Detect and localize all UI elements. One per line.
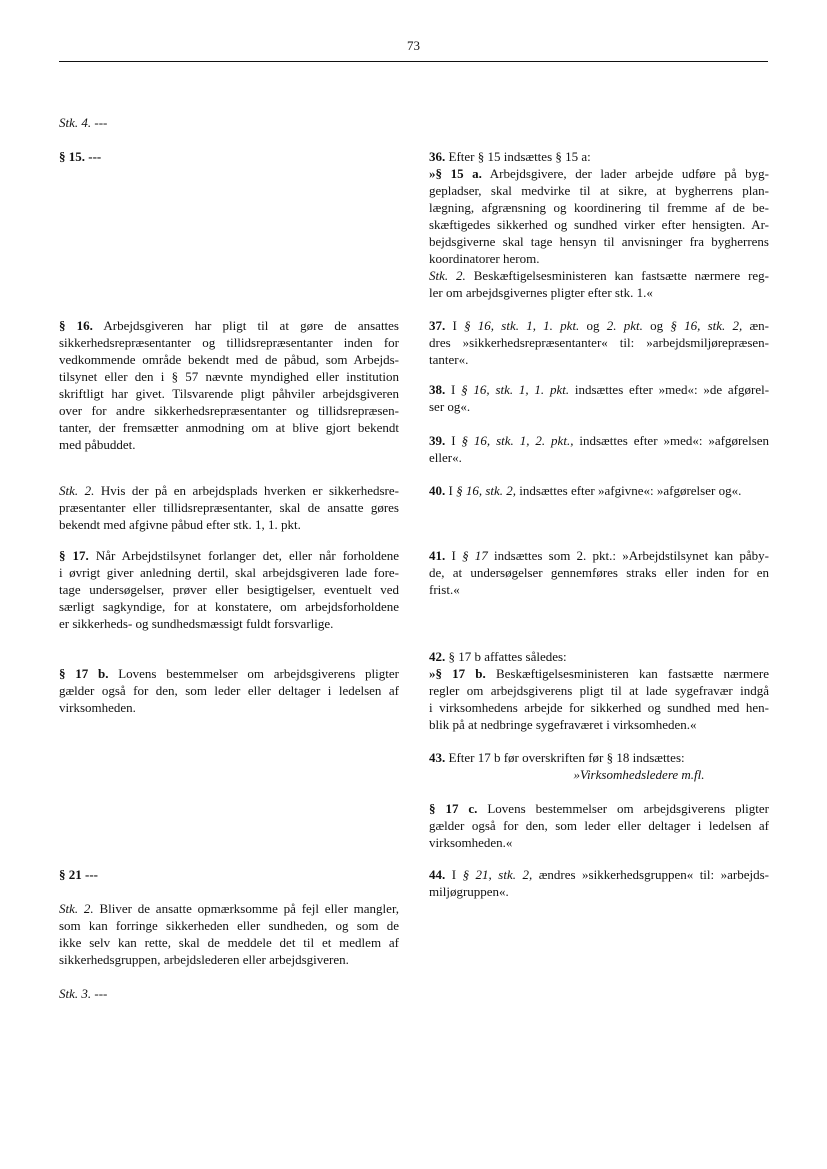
- amendment-41: 41. I § 17 indsættes som 2. pkt.: »Arbejdstilsynet kan påby- de, at undersøgelser gennemføres straks eller inden for en frist.«: [429, 548, 770, 597]
- section-17-paragraph: § 17. Når Arbejdstilsynet forlanger det, eller når forholdene i øvrigt giver anledning dertil, skal arbejdsgiveren lade fore- tage undersøgelser, prøver eller besigtigelser, eventuelt ved særligt sagkyndige, for at konstatere, om arbejdsforholdene er sikkerheds- og sundhedsmæssigt fuldt forsvarlige.: [59, 548, 400, 631]
- section-16-paragraph: § 16. Arbejdsgiveren har pligt til at gøre de ansattes sikkerhedsrepræsentanter og tillidsrepræsentanter inden for vedkommende område bekendt med de påbud, som Arbejds- tilsynet eller den i § 57 nævnte myndighed eller institution skriftligt har givet. Tilsvarende pligt påhviler arbejdsgiveren over for andre sikkerhedsrepræsentanter og tillidsrepræsen- tanter, der fremsætter anmodning om at blive gjort bekendt med påbuddet.: [59, 318, 399, 452]
- amendment-42: 42. § 17 b affattes således: »§ 17 b. Beskæftigelsesministeren kan fastsætte nærmere regler om arbejdsgiverens pligt til at lade sygefravær indgå i virksomhedens arbejde for sikkerhed og sundhed med hen- blik på at nedbringe sygefraværet i virksomheden.«: [429, 649, 769, 732]
- amendment-38: 38. I § 16, stk. 1, 1. pkt. indsættes efter »med«: »de afgørel- ser og«.: [429, 382, 770, 414]
- header-rule: [59, 61, 768, 62]
- amendment-40: 40. I § 16, stk. 2, indsættes efter »afgivne«: »afgørelser og«.: [429, 483, 742, 498]
- section-heading-virksomhedsledere: »Virksomhedsledere m.fl.: [573, 767, 705, 782]
- amendment-37: 37. I § 16, stk. 1, 1. pkt. og 2. pkt. og § 16, stk. 2, æn- dres »sikkerhedsrepræsentanter« til: »arbejdsmiljørepræsen- tanter«.: [429, 318, 770, 367]
- amendment-36: 36. Efter § 15 indsættes § 15 a: »§ 15 a. Arbejdsgivere, der lader arbejde udføre på byg- gepladser, skal medvirke til at sikre, at bygherrens plan- lægning, afgrænsning og koordinering til fremme af de be- skæftigedes sikkerhed og sundhed virker efter hensigten. Ar- bejdsgiverne skal tage hensyn til anvisninger fra bygherrens koordinatorer herom. Stk. 2. Beskæftigelsesministeren kan fastsætte nærmere reg- ler om arbejdsgivernes pligter efter stk. 1.«: [429, 149, 770, 300]
- amendment-43: 43. Efter 17 b før overskriften før § 18 indsættes: »Virksomhedsledere m.fl. § 17 c. Lovens bestemmelser om arbejdsgiverens pligter gælder også for den, som leder eller deltager i ledelsen af virksomheden.«: [429, 750, 769, 850]
- section-21-stk2-paragraph: Stk. 2. Bliver de ansatte opmærksomme på fejl eller mangler, som kan forringe sikkerheden eller sundheden, og som de ikke selv kan rette, skal de meddele det til et medlem af sikkerhedsgruppen, arbejdslederen eller arbejdsgiveren.: [59, 901, 400, 967]
- section-21-heading: § 21 ---: [59, 867, 98, 882]
- section-17b-paragraph: § 17 b. Lovens bestemmelser om arbejdsgiverens pligter gælder også for den, som leder eller deltager i ledelsen af virksomheden.: [59, 666, 399, 715]
- amendment-44: 44. I § 21, stk. 2, ændres »sikkerhedsgruppen« til: »arbejds- miljøgruppen«.: [429, 867, 769, 899]
- page-number: 73: [407, 38, 420, 53]
- stk4-text: Stk. 4. ---: [59, 115, 108, 130]
- section-15-heading: § 15. ---: [59, 149, 102, 164]
- amendment-39: 39. I § 16, stk. 1, 2. pkt., indsættes efter »med«: »afgørelsen eller«.: [429, 433, 770, 465]
- stk3-text: Stk. 3. ---: [59, 986, 108, 1001]
- section-16-stk2-paragraph: Stk. 2. Hvis der på en arbejdsplads hverken er sikkerhedsre- præsentanter eller tillidsrepræsentanter, skal de ansatte gøres bekendt med afgivne påbud efter stk. 1, 1. pkt.: [59, 483, 399, 532]
